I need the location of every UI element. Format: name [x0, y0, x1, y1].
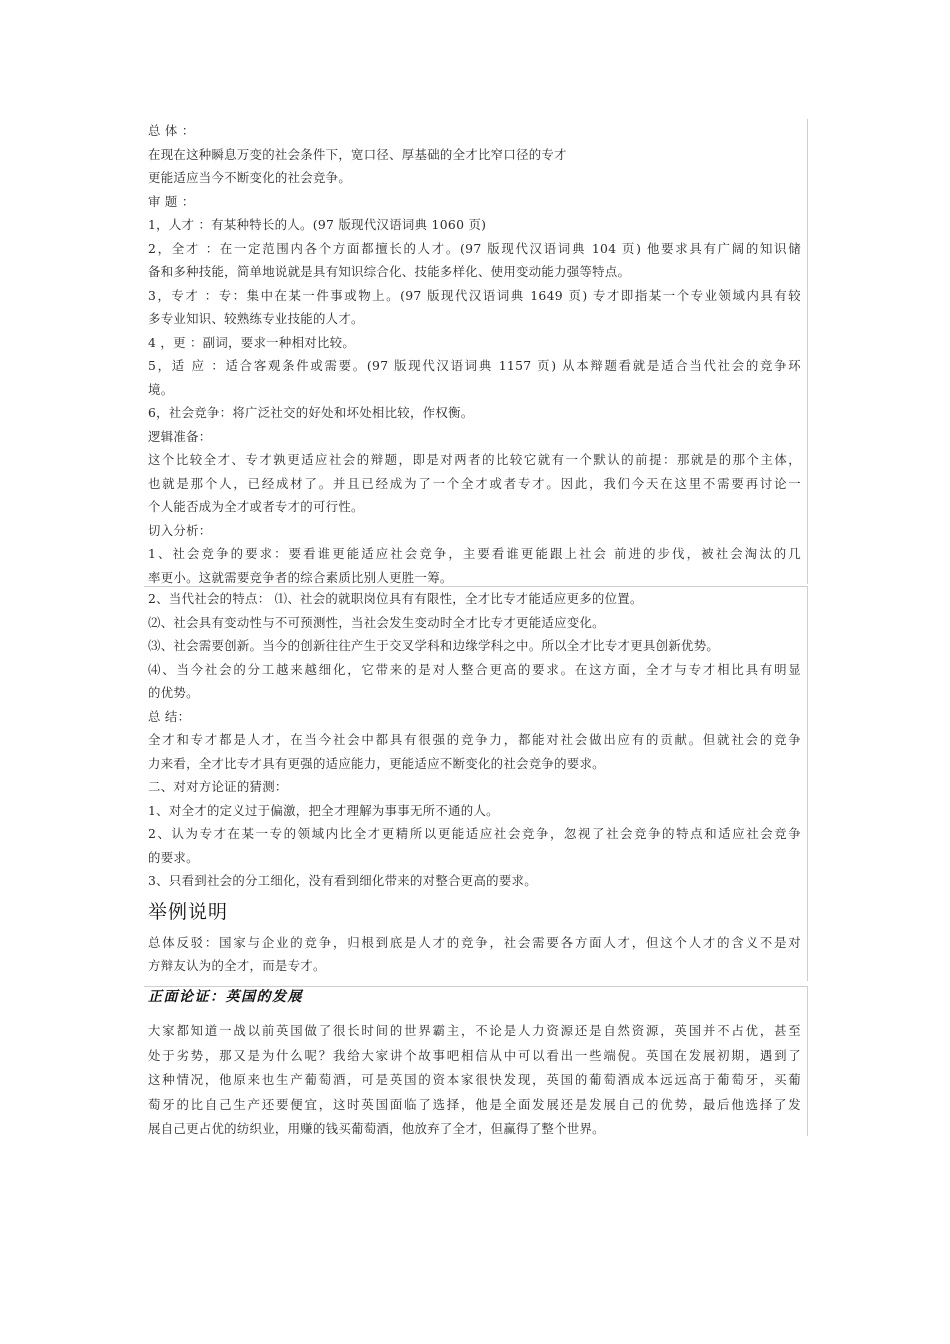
text-line: 展自己更占优的纺织业，用赚的钱买葡萄酒，他放弃了全才，但赢得了整个世界。: [148, 1121, 605, 1136]
text-line: 1、社会竞争的要求：要看谁更能适应社会竞争，主要看谁更能跟上社会 前进的步伐，被社会淘汰的几: [148, 546, 801, 561]
text-line: 3，专才 ：专：集中在某一件事或物上。(97 版现代汉语词典 1649 页) 专才即指某一个专业领域内具有较: [148, 287, 801, 303]
text-line: 力来看，全才比专才具有更强的适应能力，更能适应不断变化的社会竞争的要求。: [148, 755, 605, 771]
text-line: 总 结：: [148, 708, 191, 724]
section-heading-examples: 举例说明: [148, 900, 229, 923]
subheading-positive-argument: 正面论证：英国的发展: [148, 989, 303, 1005]
text-line: ⑶、社会需要创新。当今的创新往往产生于交叉学科和边缘学科之中。所以全才比专才更具创新优势。: [148, 638, 720, 653]
text-line: 大家都知道一战以前英国做了很长时间的世界霸主，不论是人力资源还是自然资源，英国并不占优，甚至: [148, 1023, 801, 1038]
text-line: 逻辑准备：: [148, 428, 212, 444]
text-line: 全才和专才都是人才，在当今社会中都具有很强的竞争力，都能对社会做出应有的贡献。但就社会的竞争: [148, 732, 801, 747]
text-line: 这个比较全才、专才孰更适应社会的辩题，即是对两者的比较它就有一个默认的前提：那就是的那个主体，: [148, 452, 801, 467]
text-line: 更能适应当今不断变化的社会竞争。: [148, 170, 352, 185]
text-line: 备和多种技能，简单地说就是具有知识综合化、技能多样化、使用变动能力强等特点。: [148, 264, 631, 279]
text-line: 总 体 ：: [148, 123, 195, 138]
text-line: 也就是那个人，已经成材了。并且已经成为了一个全才或者专才。因此，我们今天在这里不需要再讨论一: [148, 475, 801, 491]
text-line: 2、当代社会的特点： ⑴、社会的就职岗位具有有限性，全才比专才能适应更多的位置。: [148, 591, 643, 606]
text-line: 切入分析：: [148, 522, 212, 538]
text-line: 率更小。这就需要竞争者的综合素质比别人更胜一筹。: [148, 569, 453, 585]
text-line: ⑷、当今社会的分工越来越细化，它带来的是对人整合更高的要求。在这方面，全才与专才相比具有明显: [148, 661, 801, 677]
text-block-summary-and-examples: [144, 586, 808, 981]
text-line: 处于劣势，那又是为什么呢？我给大家讲个故事吧相信从中可以看出一些端倪。英国在发展初期，遇到了: [148, 1047, 801, 1063]
text-line: 在现在这种瞬息万变的社会条件下，宽口径、厚基础的全才比窄口径的专才: [148, 146, 567, 162]
text-line: 2、认为专才在某一专的领域内比全才更精所以更能适应社会竞争，忽视了社会竞争的特点和适应社会竞争: [148, 826, 801, 841]
summary-lines: [148, 587, 801, 893]
text-line: 的要求。: [148, 849, 199, 865]
text-line: 3、只看到社会的分工细化，没有看到细化带来的对整合更高的要求。: [148, 873, 537, 888]
text-line: 方辩友认为的全才，而是专才。: [148, 958, 326, 973]
text-line: 审 题 ：: [148, 193, 195, 209]
england-story-paragraph: [148, 1019, 801, 1142]
text-block-positive-argument: [144, 986, 808, 1136]
text-line: 这种情况，他原来也生产葡萄酒，可是英国的资本家很快发现，英国的葡萄酒成本远远高于葡萄牙，买葡: [148, 1072, 801, 1087]
text-line: 1，人才 ：有某种特长的人。(97 版现代汉语词典 1060 页): [148, 217, 487, 232]
text-line: 6，社会竞争：将广泛社交的好处和坏处相比较，作权衡。: [148, 405, 474, 420]
text-line: 二、对对方论证的猜测：: [148, 779, 288, 794]
text-line: 的优势。: [148, 685, 199, 700]
text-line: 多专业知识、较熟练专业技能的人才。: [148, 311, 364, 326]
text-line: 5，适 应 ：适合客观条件或需要。(97 版现代汉语词典 1157 页) 从本辩题看就是适合当代社会的竞争环: [148, 358, 801, 373]
text-line: 2，全才 ：在一定范围内各个方面都擅长的人才。(97 版现代汉语词典 104 页) 他要求具有广阔的知识储: [148, 240, 801, 256]
text-line: 总体反驳：国家与企业的竞争，归根到底是人才的竞争，社会需要各方面人才，但这个人才的含义不是对: [148, 934, 801, 950]
text-line: 个人能否成为全才或者专才的可行性。: [148, 499, 364, 514]
overall-rebuttal: [148, 931, 801, 978]
text-line: 4 ，更 ：副词，要求一种相对比较。: [148, 334, 356, 350]
text-block-debate-analysis: [144, 119, 808, 584]
text-line: 1、对全才的定义过于偏激，把全才理解为事事无所不通的人。: [148, 802, 499, 818]
text-line: ⑵、社会具有变动性与不可预测性，当社会发生变动时全才比专才更能适应变化。: [148, 614, 605, 630]
text-line: 萄牙的比自己生产还要便宜，这时英国面临了选择，他是全面发展还是发展自己的优势，最后他选择了发: [148, 1096, 801, 1112]
text-line: 境。: [148, 381, 174, 397]
